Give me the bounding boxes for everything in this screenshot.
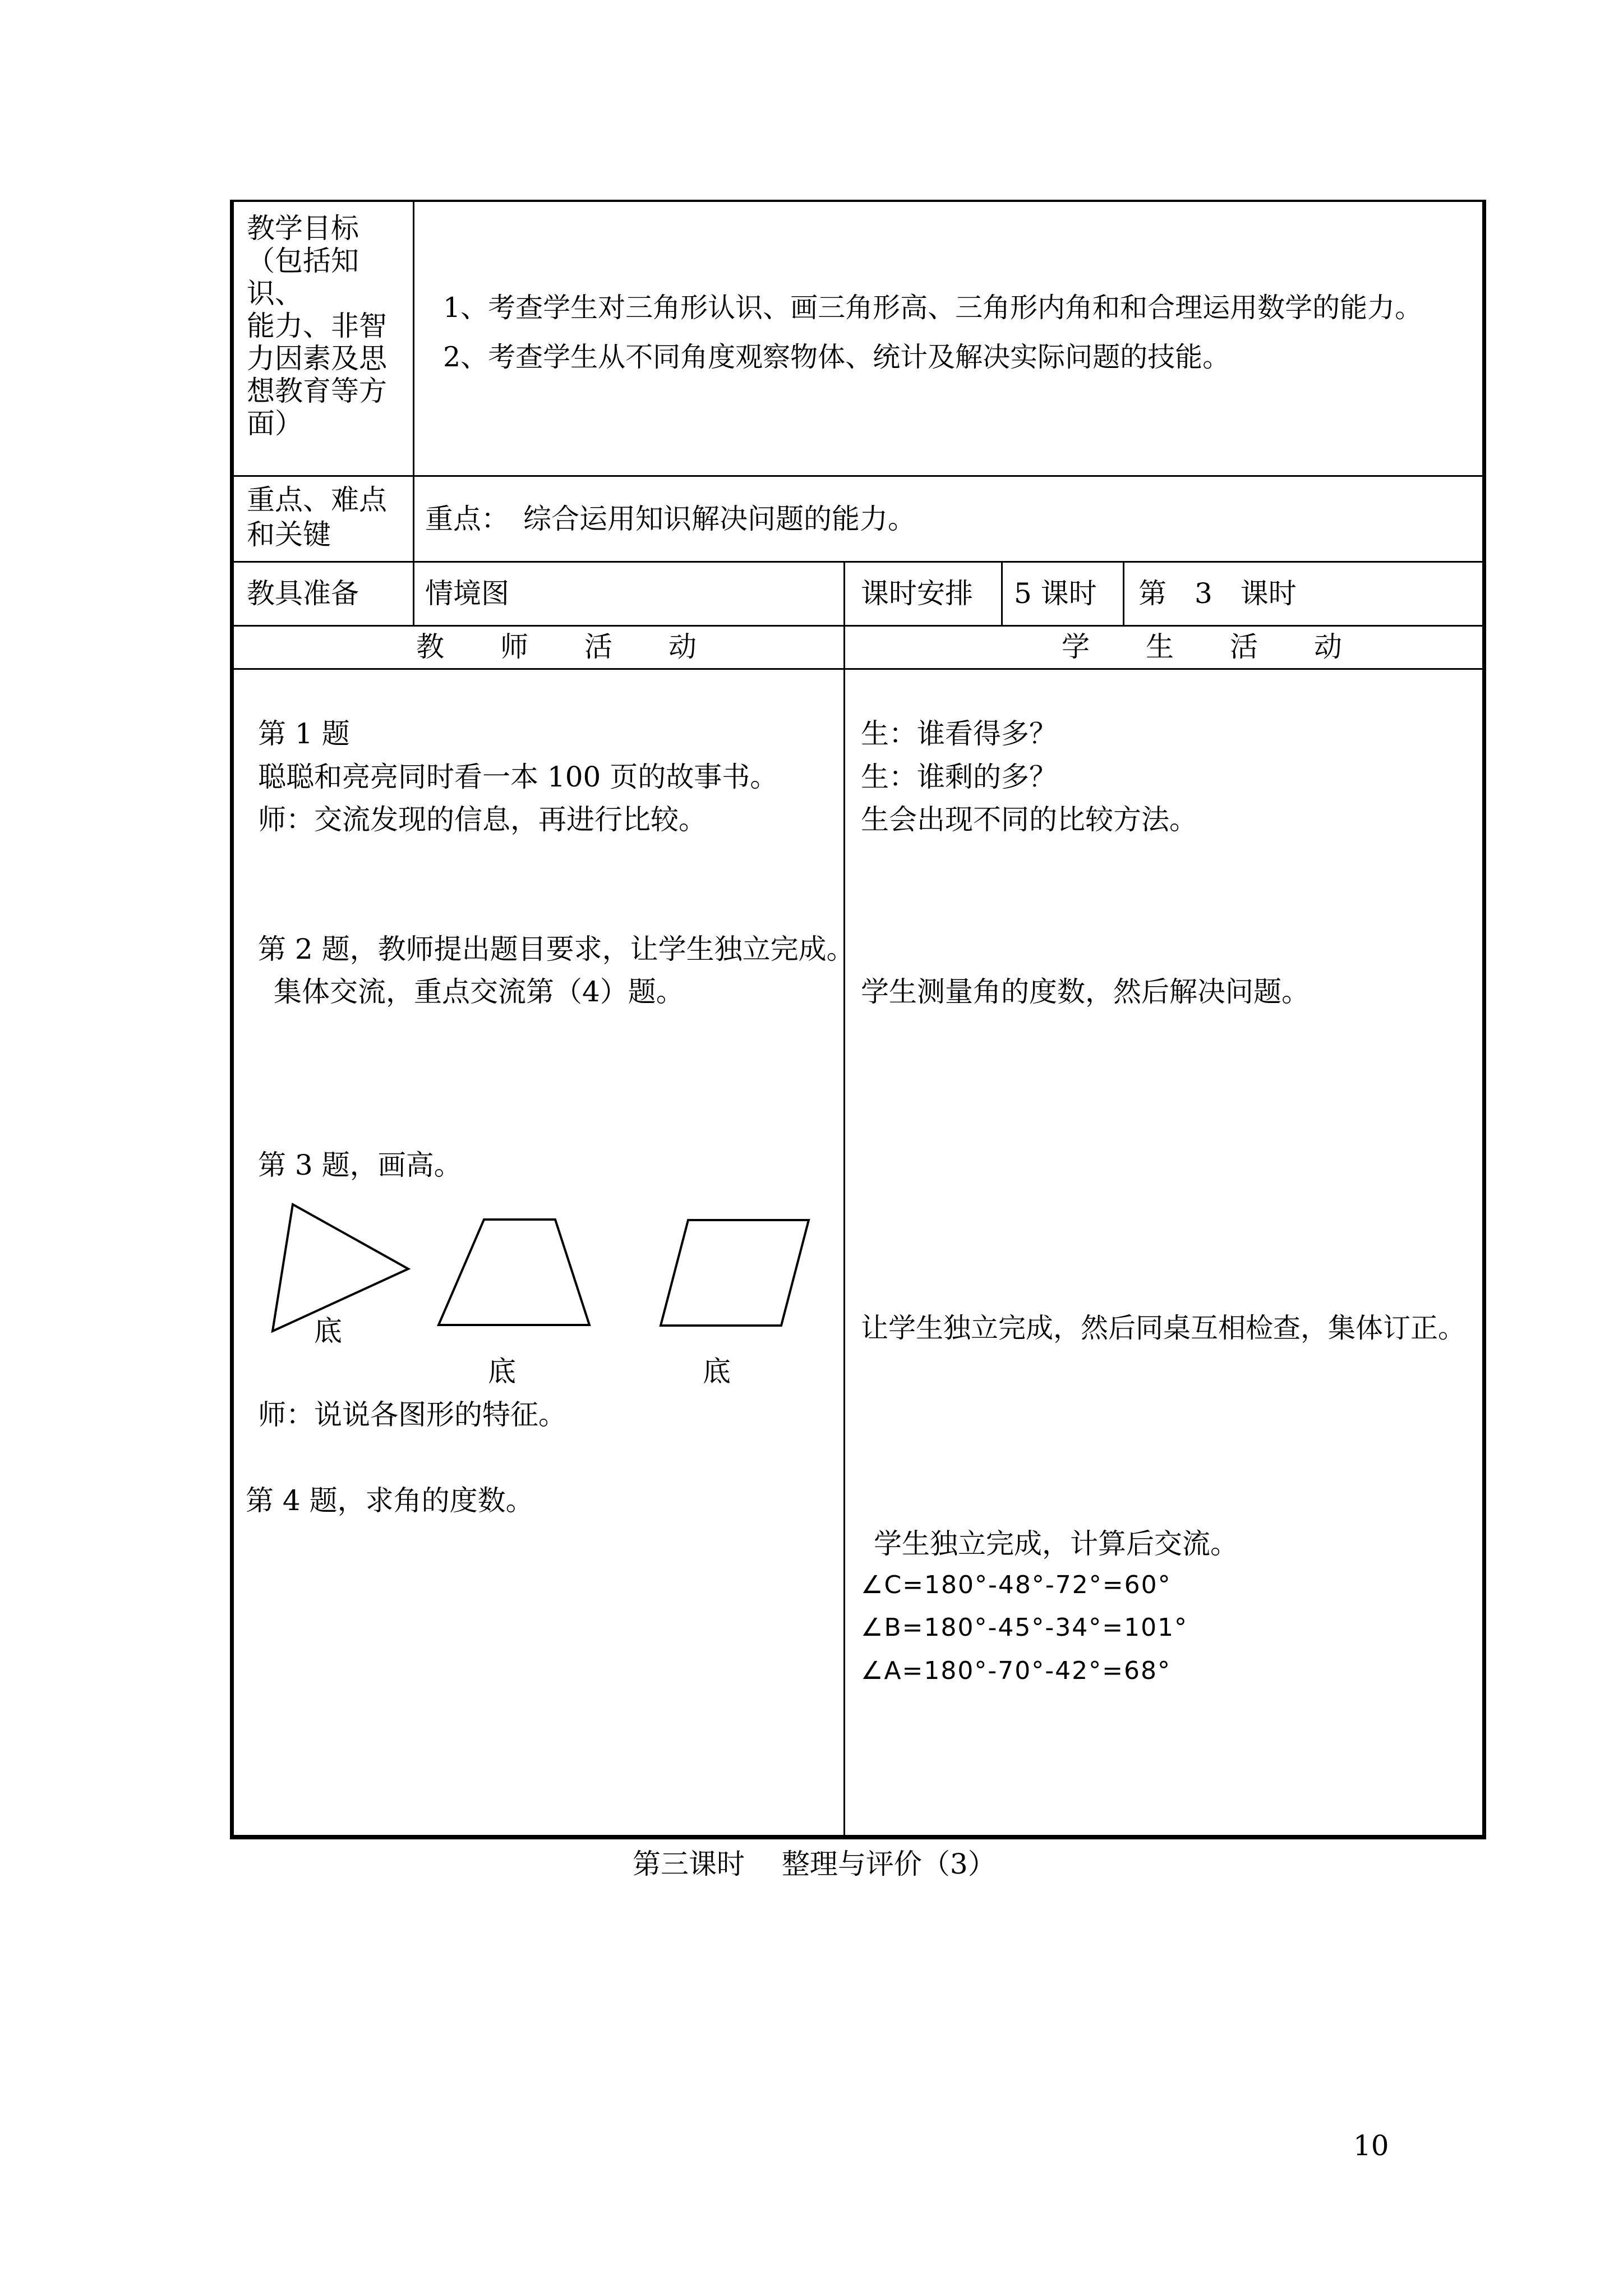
angle-a-calc: ∠A=180°-70°-42°=68° [861,1657,1171,1685]
teacher-q1-line2: 师：交流发现的信息，再进行比较。 [258,803,707,836]
teacher-q3-line2: 师：说说各图形的特征。 [258,1398,566,1431]
student-s1-line3: 生会出现不同的比较方法。 [861,803,1197,836]
objective-1: 1、考查学生对三角形认识、画三角形高、三角形内角和和合理运用数学的能力。 [443,292,1423,324]
objectives-label-line: 教学目标 [247,212,359,245]
teacher-q1-line1: 聪聪和亮亮同时看一本 100 页的故事书。 [258,761,778,793]
objectives-label-line: 面） [247,407,303,440]
student-s2-line1: 学生测量角的度数，然后解决问题。 [861,976,1310,1008]
trapezoid-base-label: 底 [488,1355,516,1388]
objectives-label-line: 力因素及思 [247,342,387,375]
teacher-q2-line2: 集体交流，重点交流第（4）题。 [274,976,684,1008]
student-activity-header: 学 生 活 动 [1062,631,1342,663]
prep-label: 教具准备 [247,577,359,610]
lesson-caption: 第三课时 整理与评价（3） [633,1848,996,1880]
student-s1-line1: 生：谁看得多？ [861,717,1057,750]
objective-2: 2、考查学生从不同角度观察物体、统计及解决实际问题的技能。 [443,341,1230,373]
keypoints-text: 重点： 综合运用知识解决问题的能力。 [425,503,916,535]
schedule-label: 课时安排 [861,577,973,610]
teacher-q1-title: 第 1 题 [258,717,350,750]
lesson-number: 第 3 课时 [1138,577,1297,610]
parallelogram-base-label: 底 [703,1355,731,1388]
keypoints-label-line: 和关键 [247,518,331,551]
teacher-q3-title: 第 3 题，画高。 [258,1149,462,1181]
teacher-q2-line1: 第 2 题，教师提出题目要求，让学生独立完成。 [258,933,855,965]
teacher-q4-title: 第 4 题，求角的度数。 [246,1484,534,1517]
student-s3-line1: 让学生独立完成，然后同桌互相检查，集体订正。 [861,1312,1466,1344]
triangle-figure [273,1204,408,1331]
objectives-label-line: 能力、非智 [247,310,387,342]
angle-c-calc: ∠C=180°-48°-72°=60° [861,1571,1172,1599]
trapezoid-figure [439,1220,589,1325]
schedule-value: 5 课时 [1014,577,1097,610]
objectives-label-line: 想教育等方 [247,375,387,407]
page-number: 10 [1353,2129,1389,2162]
keypoints-label-line: 重点、难点 [247,484,387,516]
student-s1-line2: 生：谁剩的多？ [861,761,1057,793]
objectives-label-line: （包括知识、 [247,245,359,310]
student-s4-line1: 学生独立完成，计算后交流。 [874,1527,1238,1560]
prep-value: 情境图 [425,577,509,610]
triangle-base-label: 底 [314,1315,342,1347]
angle-b-calc: ∠B=180°-45°-34°=101° [861,1613,1188,1642]
teacher-activity-header: 教 师 活 动 [416,631,697,663]
parallelogram-figure [661,1220,809,1326]
